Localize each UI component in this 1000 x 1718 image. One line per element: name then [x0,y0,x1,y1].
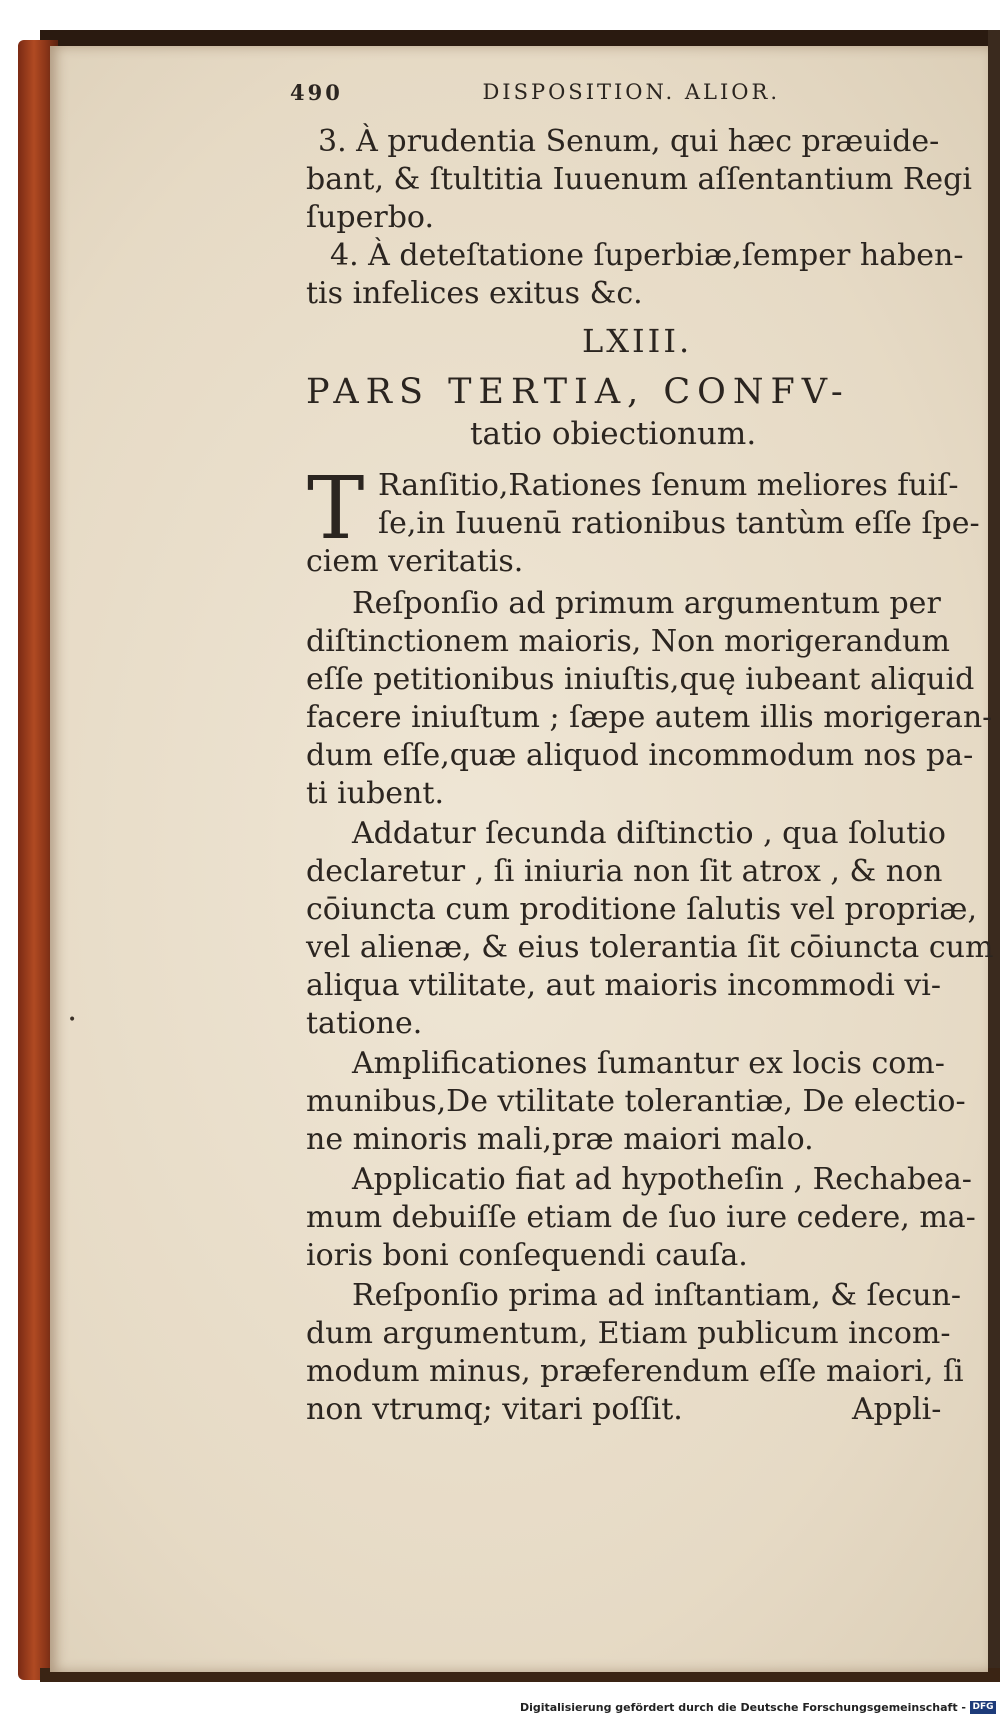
folio-number: 490 [290,80,343,105]
footer-credit: Digitalisierung gefördert durch die Deutsche Forschungsgemeinschaft - [519,1701,966,1714]
text-line: dum eſſe,quæ aliquod incommodum nos pa- [306,738,974,773]
text-line: munibus,De vtilitate tolerantiæ, De electio- [306,1084,966,1119]
catchword: Appli- [852,1392,942,1427]
text-line: Amplificationes ſumantur ex locis com- [352,1046,945,1081]
text-line: ciem veritatis. [306,544,524,579]
text-line: ioris boni conſequendi cauſa. [306,1238,748,1273]
text-line: declaretur , ſi iniuria non ſit atrox , & non [306,854,943,889]
text-line: ti iubent. [306,776,444,811]
running-head: DISPOSITION. ALIOR. [482,80,780,104]
text-line: Reſponſio prima ad inſtantiam, & ſecun- [352,1278,961,1313]
text-line: Addatur ſecunda diſtinctio , qua ſolutio [352,816,946,851]
book-edge-right [988,30,1000,1680]
section-title-continued: tatio obiectionum. [470,416,757,452]
text-line: cōiuncta cum proditione ſalutis vel propriæ, [306,892,978,927]
text-line: non vtrumq; vitari poſſit. [306,1392,683,1427]
drop-cap: T [307,459,365,559]
section-number: LXIII. [582,322,693,360]
text-line: eſſe petitionibus iniuſtis,quę iubeant aliquid [306,662,975,697]
text-line: Applicatio fiat ad hypotheſin , Rechabea- [352,1162,972,1197]
text-line: tatione. [306,1006,423,1041]
text-line: modum minus, præferendum eſſe maiori, ſi [306,1354,964,1389]
page-header [290,80,930,105]
text-line: Reſponſio ad primum argumentum per [352,586,941,621]
text-line: dum argumentum, Etiam publicum incom- [306,1316,951,1351]
text-line: ſuperbo. [306,200,434,235]
section-title: PARS TERTIA, CONFV- [306,372,850,412]
text-line: bant, & ſtultitia Iuuenum aſſentantium Regi [306,162,972,197]
text-line: ſe,in Iuuenū rationibus tantùm eſſe ſpe- [378,506,980,541]
text-line: diſtinctionem maioris, Non morigerandum [306,624,950,659]
text-line: Ranſitio,Rationes ſenum meliores fuiſ- [378,468,959,503]
text-line: facere iniuſtum ; ſæpe autem illis morigeran- [306,700,993,735]
text-line: ne minoris mali,præ maiori malo. [306,1122,814,1157]
text-line: vel alienæ, & eius tolerantia ſit cōiuncta cum [306,930,994,965]
text-line: 3. À prudentia Senum, qui hæc præuide- [318,124,940,159]
margin-ink-mark: • [68,1012,77,1028]
text-line: aliqua vtilitate, aut maioris incommodi vi- [306,968,942,1003]
dfg-logo: DFG [970,1701,996,1714]
text-line: mum debuiſſe etiam de ſuo iure cedere, ma- [306,1200,976,1235]
text-line: 4. À deteſtatione ſuperbiæ,ſemper haben- [330,238,964,273]
text-line: tis infelices exitus &c. [306,276,643,311]
